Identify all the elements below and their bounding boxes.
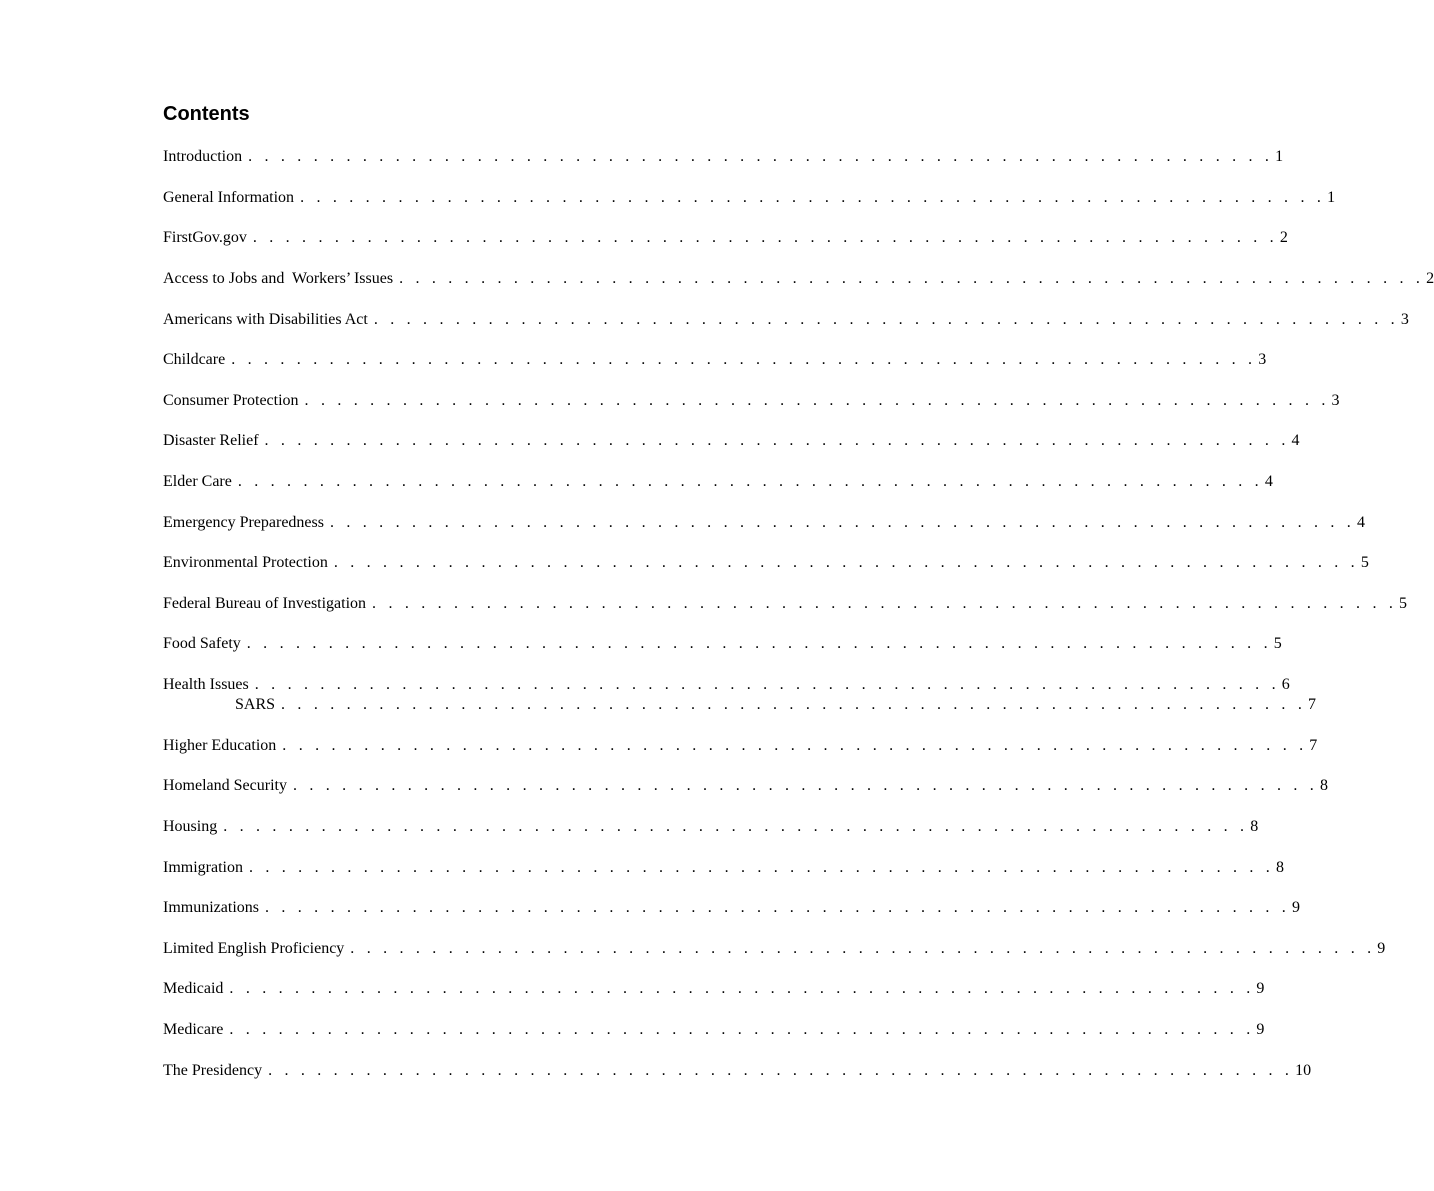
toc-entry-limited-english-proficiency[interactable] [163,939,1386,959]
toc-entry-label: Food Safety [163,635,241,652]
dot-leader: . . . . . . . . . . . . . . . . . . . . . . . . . . . . . . . . . . . . . . . . . . . . . . . . . . . . . . . . . . . . . . . [372,595,1398,612]
dot-leader: . . . . . . . . . . . . . . . . . . . . . . . . . . . . . . . . . . . . . . . . . . . . . . . . . . . . . . . . . . . . . . . [231,351,1257,368]
toc-entry-ada[interactable] [163,310,1409,330]
toc-entry-page: 3 [1331,392,1340,409]
toc-entry-access-to-jobs[interactable] [163,269,1434,289]
toc-entry-page: 8 [1275,859,1284,876]
toc-entry-environmental-protection[interactable] [163,553,1369,573]
toc-entry-medicaid[interactable] [163,979,1265,999]
toc-entry-page: 8 [1250,818,1259,835]
toc-entry-label: Americans with Disabilities Act [163,311,368,328]
toc-entry-elder-care[interactable] [163,472,1273,492]
toc-entry-label: Immigration [163,859,243,876]
toc-entry-label: Limited English Proficiency [163,940,345,957]
toc-entry-medicare[interactable] [163,1020,1265,1040]
toc-entry-page: 9 [1291,899,1300,916]
dot-leader: . . . . . . . . . . . . . . . . . . . . . . . . . . . . . . . . . . . . . . . . . . . . . . . . . . . . . . . . . . . . . . . [304,392,1330,409]
toc-entry-label: Medicaid [163,980,224,997]
toc-entry-label: Introduction [163,148,243,165]
dot-leader: . . . . . . . . . . . . . . . . . . . . . . . . . . . . . . . . . . . . . . . . . . . . . . . . . . . . . . . . . . . . . . . [246,635,1272,652]
dot-leader: . . . . . . . . . . . . . . . . . . . . . . . . . . . . . . . . . . . . . . . . . . . . . . . . . . . . . . . . . . . . . . . [237,473,1263,490]
toc-entry-page: 4 [1264,473,1273,490]
toc-entry-label: Access to Jobs and Workers’ Issues [163,270,394,287]
toc-entry-disaster-relief[interactable] [163,431,1300,451]
dot-leader: . . . . . . . . . . . . . . . . . . . . . . . . . . . . . . . . . . . . . . . . . . . . . . . . . . . . . . . . . . . . . . . [333,554,1359,571]
dot-leader: . . . . . . . . . . . . . . . . . . . . . . . . . . . . . . . . . . . . . . . . . . . . . . . . . . . . . . . . . . . . . . . [264,432,1290,449]
toc-entry-label: Environmental Protection [163,554,328,571]
toc-entry-page: 4 [1356,514,1365,531]
dot-leader: . . . . . . . . . . . . . . . . . . . . . . . . . . . . . . . . . . . . . . . . . . . . . . . . . . . . . . . . . . . . . . . [254,676,1280,693]
toc-entry-label: Elder Care [163,473,232,490]
toc-entry-page: 4 [1291,432,1300,449]
dot-leader: . . . . . . . . . . . . . . . . . . . . . . . . . . . . . . . . . . . . . . . . . . . . . . . . . . . . . . . . . . . . . . . [248,148,1274,165]
toc-entry-the-presidency[interactable] [163,1061,1312,1081]
toc-entry-label: Federal Bureau of Investigation [163,595,367,612]
page-title: Contents [163,103,250,125]
toc-entry-page: 2 [1426,270,1434,287]
toc-entry-childcare[interactable] [163,350,1267,370]
toc-entry-label: SARS [235,696,276,713]
toc-entry-label: Consumer Protection [163,392,299,409]
dot-leader: . . . . . . . . . . . . . . . . . . . . . . . . . . . . . . . . . . . . . . . . . . . . . . . . . . . . . . . . . . . . . . . [329,514,1355,531]
toc-entry-page: 10 [1295,1062,1312,1079]
dot-leader: . . . . . . . . . . . . . . . . . . . . . . . . . . . . . . . . . . . . . . . . . . . . . . . . . . . . . . . . . . . . . . . [229,980,1255,997]
dot-leader: . . . . . . . . . . . . . . . . . . . . . . . . . . . . . . . . . . . . . . . . . . . . . . . . . . . . . . . . . . . . . . . [248,859,1274,876]
dot-leader: . . . . . . . . . . . . . . . . . . . . . . . . . . . . . . . . . . . . . . . . . . . . . . . . . . . . . . . . . . . . . . . [264,899,1290,916]
dot-leader: . . . . . . . . . . . . . . . . . . . . . . . . . . . . . . . . . . . . . . . . . . . . . . . . . . . . . . . . . . . . . . . [300,189,1326,206]
toc-entry-page: 5 [1399,595,1408,612]
dot-leader: . . . . . . . . . . . . . . . . . . . . . . . . . . . . . . . . . . . . . . . . . . . . . . . . . . . . . . . . . . . . . . . [292,777,1318,794]
toc-entry-introduction[interactable] [163,147,1284,167]
toc-entry-page: 9 [1256,980,1265,997]
toc-entry-label: Housing [163,818,218,835]
toc-entry-label: FirstGov.gov [163,229,247,246]
toc-entry-housing[interactable] [163,817,1259,837]
toc-entry-firstgov[interactable] [163,228,1288,248]
toc-entry-page: 3 [1258,351,1267,368]
dot-leader: . . . . . . . . . . . . . . . . . . . . . . . . . . . . . . . . . . . . . . . . . . . . . . . . . . . . . . . . . . . . . . . [281,696,1307,713]
dot-leader: . . . . . . . . . . . . . . . . . . . . . . . . . . . . . . . . . . . . . . . . . . . . . . . . . . . . . . . . . . . . . . . [350,940,1376,957]
toc-entry-label: Immunizations [163,899,259,916]
toc-entry-page: 7 [1309,737,1318,754]
toc-entry-label: Homeland Security [163,777,287,794]
toc-entry-page: 6 [1281,676,1290,693]
toc-entry-page: 9 [1377,940,1386,957]
toc-entry-label: Medicare [163,1021,224,1038]
toc-entry-label: Childcare [163,351,226,368]
dot-leader: . . . . . . . . . . . . . . . . . . . . . . . . . . . . . . . . . . . . . . . . . . . . . . . . . . . . . . . . . . . . . . . [282,737,1308,754]
toc-entry-page: 9 [1256,1021,1265,1038]
toc-entry-label: The Presidency [163,1062,263,1079]
toc-entry-page: 3 [1400,311,1409,328]
dot-leader: . . . . . . . . . . . . . . . . . . . . . . . . . . . . . . . . . . . . . . . . . . . . . . . . . . . . . . . . . . . . . . . [223,818,1249,835]
toc-entry-fbi[interactable] [163,594,1408,614]
toc-entry-label: Higher Education [163,737,277,754]
toc-entry-page: 1 [1327,189,1336,206]
toc-entry-emergency-preparedness[interactable] [163,513,1365,533]
toc-entry-page: 7 [1308,696,1317,713]
toc-entry-health-issues[interactable] [163,675,1290,695]
toc-entry-homeland-security[interactable] [163,776,1328,796]
toc-subentry-sars[interactable] [235,695,1317,715]
dot-leader: . . . . . . . . . . . . . . . . . . . . . . . . . . . . . . . . . . . . . . . . . . . . . . . . . . . . . . . . . . . . . . . [268,1062,1294,1079]
toc-entry-immigration[interactable] [163,858,1284,878]
toc-entry-higher-education[interactable] [163,736,1318,756]
toc-entry-page: 8 [1319,777,1328,794]
toc-entry-label: General Information [163,189,295,206]
toc-entry-food-safety[interactable] [163,634,1282,654]
toc-entry-page: 5 [1360,554,1369,571]
dot-leader: . . . . . . . . . . . . . . . . . . . . . . . . . . . . . . . . . . . . . . . . . . . . . . . . . . . . . . . . . . . . . . . [399,270,1425,287]
toc-entry-page: 5 [1273,635,1282,652]
dot-leader: . . . . . . . . . . . . . . . . . . . . . . . . . . . . . . . . . . . . . . . . . . . . . . . . . . . . . . . . . . . . . . . [229,1021,1255,1038]
toc-entry-label: Disaster Relief [163,432,259,449]
toc-entry-page: 2 [1279,229,1288,246]
toc-entry-consumer-protection[interactable] [163,391,1340,411]
dot-leader: . . . . . . . . . . . . . . . . . . . . . . . . . . . . . . . . . . . . . . . . . . . . . . . . . . . . . . . . . . . . . . . [252,229,1278,246]
dot-leader: . . . . . . . . . . . . . . . . . . . . . . . . . . . . . . . . . . . . . . . . . . . . . . . . . . . . . . . . . . . . . . . [373,311,1399,328]
toc-entry-page: 1 [1275,148,1284,165]
toc-entry-immunizations[interactable] [163,898,1300,918]
toc-entry-label: Emergency Preparedness [163,514,324,531]
toc-entry-general-information[interactable] [163,188,1336,208]
toc-entry-label: Health Issues [163,676,249,693]
